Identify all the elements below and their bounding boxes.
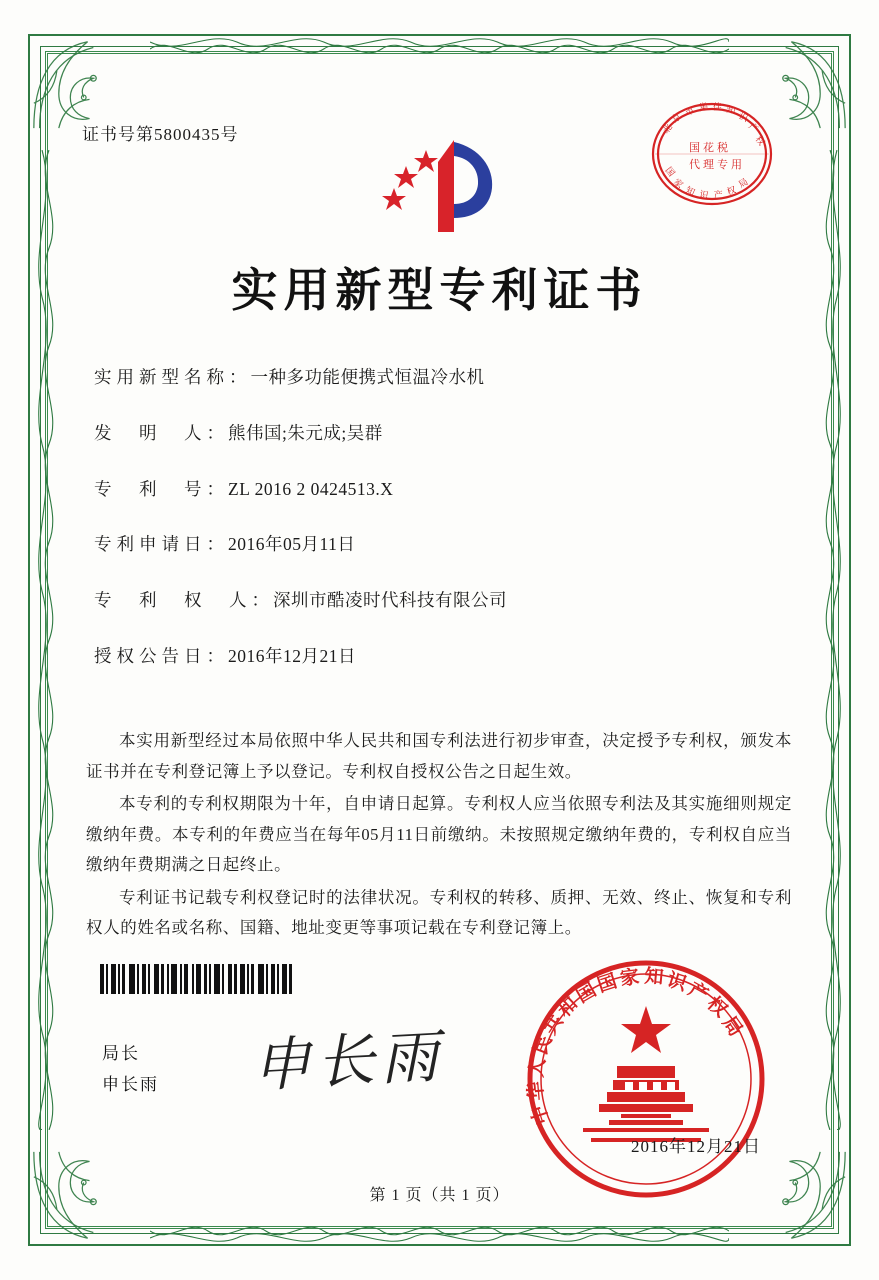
- national-seal-stamp: [521, 954, 771, 1204]
- field-separator: ：: [206, 645, 224, 666]
- svg-text:税: 税: [717, 141, 728, 154]
- svg-text:中: 中: [526, 1102, 554, 1128]
- svg-text:家: 家: [671, 177, 685, 191]
- svg-text:产: 产: [746, 121, 760, 135]
- field-label: 专利申请日: [94, 534, 207, 555]
- field-value: 2016年05月11日: [228, 534, 356, 555]
- svg-text:局: 局: [717, 1012, 747, 1041]
- svg-text:产: 产: [684, 978, 712, 1007]
- field-value: 一种多功能便携式恒温冷水机: [250, 367, 485, 387]
- paragraph: 本实用新型经过本局依照中华人民共和国专利法进行初步审查，决定授予专利权，颁发本证书并在专利登记簿上予以登记。专利权自授权公告之日起生效。: [86, 731, 792, 781]
- field-value: 熊伟国;朱元成;吴群: [228, 422, 383, 443]
- page-title: 实用新型专利证书: [231, 263, 648, 317]
- svg-text:民: 民: [529, 1032, 557, 1058]
- field-row: [94, 589, 794, 612]
- svg-text:识: 识: [698, 190, 710, 202]
- field-separator: ：: [251, 590, 269, 610]
- svg-text:用: 用: [731, 158, 742, 171]
- svg-text:京: 京: [670, 111, 684, 126]
- field-label: 实用新型名称: [94, 367, 229, 387]
- paragraph: 本专利的专利权期限为十年，自申请日起算。专利权人应当依照专利法及其实施细则规定缴纳年费。本专利的年费应当在每年05月11日前缴纳。未按照规定缴纳年费的，专利权自应当缴纳年费期满之日起终止。: [86, 794, 792, 875]
- field-label: 专 利 权 人: [94, 590, 252, 610]
- svg-text:国: 国: [594, 969, 620, 997]
- director-block: [102, 1039, 159, 1100]
- field-row: [94, 478, 794, 501]
- certificate-content: [72, 84, 807, 1204]
- barcode: [100, 964, 318, 994]
- svg-text:知: 知: [683, 185, 697, 199]
- svg-text:国: 国: [689, 141, 700, 154]
- field-row: [94, 645, 794, 668]
- svg-text:局: 局: [737, 177, 751, 191]
- border-ornament-bottom: [150, 1218, 729, 1244]
- svg-text:理: 理: [703, 158, 714, 171]
- field-label: 发 明 人: [94, 422, 207, 443]
- svg-text:集: 集: [698, 101, 710, 114]
- paragraph: 专利证书记载专利权登记时的法律状况。专利权的转移、质押、无效、终止、恢复和专利权人的姓名或名称、国籍、地址变更等事项记载在专利登记簿上。: [86, 887, 792, 938]
- svg-text:人: 人: [525, 1056, 550, 1079]
- field-row: [94, 366, 794, 389]
- svg-text:市: 市: [683, 105, 697, 119]
- svg-text:专: 专: [717, 158, 728, 171]
- svg-text:权: 权: [752, 134, 767, 148]
- director-label: 局长: [102, 1044, 140, 1063]
- certificate-number: 证书号第5800435号: [82, 125, 239, 144]
- agency-seal-stamp: [641, 94, 783, 214]
- field-label: 专 利 号: [94, 478, 207, 499]
- issue-date: 2016年12月21日: [631, 1137, 761, 1156]
- svg-text:权: 权: [725, 185, 738, 198]
- field-value: 深圳市酷凌时代科技有限公司: [273, 590, 507, 610]
- handwritten-signature: 申长雨: [250, 1022, 446, 1100]
- svg-text:识: 识: [736, 111, 750, 125]
- svg-text:产: 产: [713, 190, 724, 201]
- svg-text:家: 家: [618, 965, 641, 990]
- field-separator: ：: [229, 367, 247, 387]
- field-separator: ：: [206, 534, 224, 555]
- border-ornament-right: [817, 150, 843, 1130]
- sipo-logo-icon: [376, 132, 508, 244]
- svg-text:共: 共: [538, 1010, 568, 1039]
- legal-text: [86, 726, 792, 946]
- svg-text:识: 识: [664, 968, 690, 996]
- svg-text:国: 国: [572, 978, 600, 1008]
- svg-text:北: 北: [661, 122, 675, 136]
- field-label: 授权公告日: [94, 645, 207, 666]
- svg-text:华: 华: [524, 1080, 548, 1102]
- page-footer: 第 1 页（共 1 页）: [369, 1187, 510, 1204]
- field-value: ZL 2016 2 0424513.X: [228, 478, 394, 499]
- svg-text:知: 知: [643, 965, 665, 989]
- svg-text:和: 和: [553, 992, 583, 1022]
- svg-text:知: 知: [725, 105, 737, 117]
- field-row: [94, 422, 794, 445]
- svg-text:佳: 佳: [712, 102, 723, 113]
- director-name: 申长雨: [102, 1074, 159, 1094]
- svg-text:权: 权: [702, 992, 732, 1022]
- border-ornament-left: [36, 150, 62, 1130]
- svg-text:花: 花: [703, 141, 714, 154]
- field-list: [94, 366, 794, 701]
- field-separator: ：: [206, 478, 224, 499]
- svg-text:代: 代: [689, 158, 700, 171]
- svg-text:国: 国: [662, 165, 677, 179]
- field-row: [94, 533, 794, 556]
- field-separator: ：: [206, 422, 224, 443]
- border-ornament-top: [150, 36, 729, 62]
- field-value: 2016年12月21日: [228, 645, 356, 666]
